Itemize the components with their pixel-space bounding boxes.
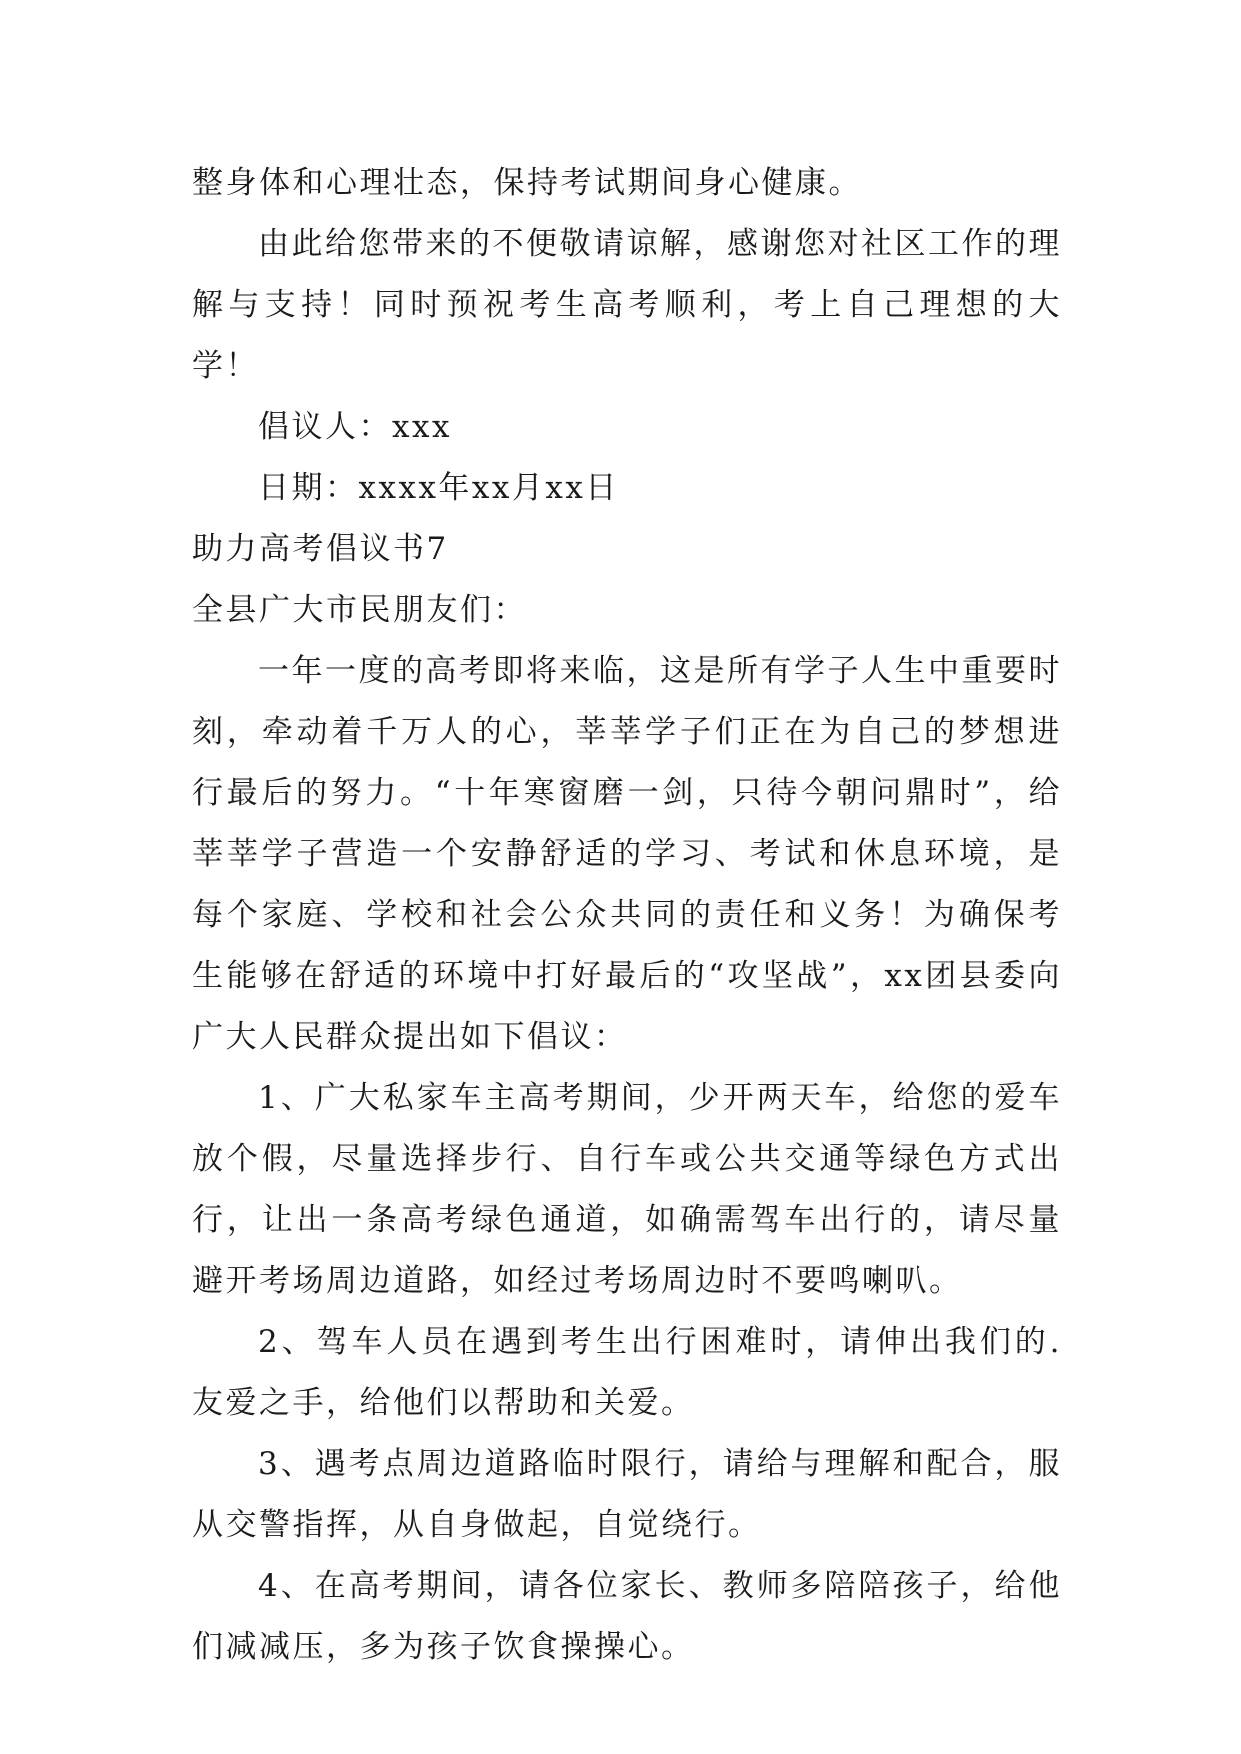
signature-date: 日期：xxxx年xx月xx日 [258, 470, 619, 506]
document-body [192, 153, 1062, 1678]
paragraph: 整身体和心理壮态，保持考试期间身心健康。 [192, 165, 862, 201]
salutation: 全县广大市民朋友们： [192, 592, 527, 628]
list-item: 3、遇考点周边道路临时限行，请给与理解和配合，服从交警指挥，从自身做起，自觉绕行。 [192, 1446, 1062, 1543]
paragraph: 一年一度的高考即将来临，这是所有学子人生中重要时刻，牵动着千万人的心，莘莘学子们正在为自己的梦想进行最后的努力。“十年寒窗磨一剑，只待今朝问鼎时”，给莘莘学子营造一个安静舒适的学习、考试和休息环境，是每个家庭、学校和社会公众共同的责任和义务！为确保考生能够在舒适的环境中打好最后的“攻坚战”，xx团县委向广大人民群众提出如下倡议： [192, 653, 1062, 1055]
list-item: 4、在高考期间，请各位家长、教师多陪陪孩子，给他们减减压，多为孩子饮食操操心。 [192, 1568, 1062, 1665]
paragraph: 由此给您带来的不便敬请谅解，感谢您对社区工作的理解与支持！同时预祝考生高考顺利，考上自己理想的大学！ [192, 226, 1062, 384]
list-item: 2、驾车人员在遇到考生出行困难时，请伸出我们的.友爱之手，给他们以帮助和关爱。 [192, 1324, 1062, 1421]
section-title: 助力高考倡议书7 [192, 531, 449, 567]
list-item: 1、广大私家车主高考期间，少开两天车，给您的爱车放个假，尽量选择步行、自行车或公共交通等绿色方式出行，让出一条高考绿色通道，如确需驾车出行的，请尽量避开考场周边道路，如经过考场周边时不要鸣喇叭。 [192, 1080, 1062, 1299]
signature-proposer: 倡议人：xxx [258, 409, 452, 445]
